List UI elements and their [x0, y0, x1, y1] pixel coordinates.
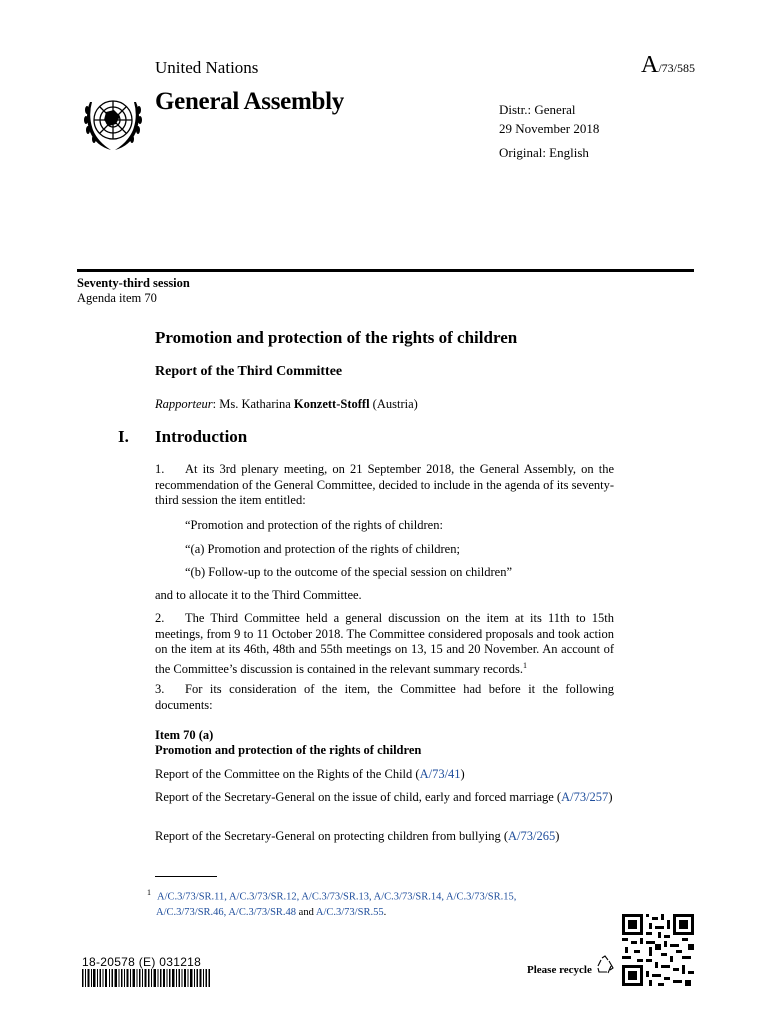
issue-date: 29 November 2018 — [499, 121, 600, 136]
footnote-rule — [155, 876, 217, 877]
document-entry-3 — [155, 829, 614, 845]
section-heading — [118, 427, 247, 447]
entry-text: Report of the Secretary-General on the issue of child, early and forced marriage ( — [155, 790, 562, 804]
barcode-icon — [82, 969, 210, 987]
footnote-links-3[interactable]: A/C.3/73/SR.55 — [315, 906, 384, 918]
paragraph-1-end: and to allocate it to the Third Committee. — [155, 588, 362, 602]
distribution: Distr.: General — [499, 102, 576, 117]
paragraph-3 — [155, 682, 614, 713]
paragraph-1 — [155, 462, 614, 509]
footnote-marker[interactable]: 1 — [522, 660, 527, 670]
session-name: Seventy-third session — [77, 276, 190, 290]
symbol-number: /73/585 — [658, 61, 695, 75]
document-entry-1 — [155, 767, 614, 783]
entry-text: Report of the Secretary-General on protecting children from bullying ( — [155, 829, 509, 843]
rapporteur-country: (Austria) — [369, 397, 418, 411]
job-number: 18-20578 (E) 031218 — [82, 955, 202, 969]
quote-line-2: “(a) Promotion and protection of the rights of children; — [185, 542, 460, 556]
entry-close: ) — [460, 767, 465, 781]
symbol-letter: A — [640, 52, 659, 78]
qr-code-icon — [622, 914, 694, 986]
body-name: General Assembly — [155, 88, 344, 115]
recycle-icon — [594, 954, 616, 976]
paragraph-number: 1. — [155, 462, 165, 476]
un-emblem-icon — [78, 92, 148, 154]
footnote-number: 1 — [147, 888, 151, 897]
item-label: Item 70 (a) — [155, 728, 214, 742]
agenda-item: Agenda item 70 — [77, 291, 157, 305]
document-symbol — [641, 52, 695, 79]
section-title: Introduction — [155, 427, 248, 446]
footnote-links-2[interactable]: A/C.3/73/SR.46, A/C.3/73/SR.48 — [156, 906, 297, 918]
item-heading: Promotion and protection of the rights of children — [155, 743, 422, 757]
document-link[interactable]: A/73/265 — [508, 829, 556, 843]
paragraph-number: 2. — [155, 611, 165, 625]
document-entry-2 — [155, 790, 614, 806]
entry-close: ) — [555, 829, 560, 843]
paragraph-number: 3. — [155, 682, 165, 696]
org-name: United Nations — [155, 58, 259, 77]
original-language: Original: English — [499, 145, 589, 160]
session-block — [77, 276, 190, 306]
footnote-and: and — [296, 906, 316, 918]
paragraph-text: The Third Committee held a general discussion on the item at its 11th to 15th meetings, from 9 to 11 October 2018. The Committee considered proposals and took action on the item at its 46th, 48th and 55th meetings on 13, 15 and 20 November. An account of the Committee’s discussion is contained in the relevant summary records. — [155, 611, 614, 676]
footnote — [147, 885, 516, 920]
footnote-links-1[interactable]: A/C.3/73/SR.11, A/C.3/73/SR.12, A/C.3/73/SR.13, A/C.3/73/SR.14, A/C.3/73/SR.15, — [157, 891, 517, 903]
paragraph-text: At its 3rd plenary meeting, on 21 September 2018, the General Assembly, on the recommendation of the General Committee, decided to include in the agenda of its seventy-third session the item entitled: — [155, 462, 614, 507]
footnote-end: . — [383, 906, 387, 918]
distribution-block — [499, 100, 599, 162]
rapporteur-line — [155, 397, 418, 412]
document-link[interactable]: A/73/41 — [419, 767, 461, 781]
section-number: I. — [118, 427, 129, 446]
rapporteur-prefix: : Ms. Katharina — [212, 397, 294, 411]
paragraph-2 — [155, 611, 614, 677]
quote-line-3: “(b) Follow-up to the outcome of the special session on children” — [185, 565, 513, 579]
rapporteur-label: Rapporteur — [155, 397, 213, 411]
document-subtitle: Report of the Third Committee — [155, 364, 343, 379]
entry-close: ) — [608, 790, 613, 804]
entry-text: Report of the Committee on the Rights of the Child ( — [155, 767, 420, 781]
document-link[interactable]: A/73/257 — [561, 790, 609, 804]
rapporteur-name: Konzett-Stoffl — [293, 397, 370, 411]
document-title: Promotion and protection of the rights of children — [155, 328, 518, 347]
quote-line-1: “Promotion and protection of the rights of children: — [185, 518, 443, 532]
header-rule — [77, 269, 694, 272]
paragraph-text: For its consideration of the item, the Committee had before it the following documents: — [155, 682, 614, 712]
recycle-label: Please recycle — [527, 964, 592, 976]
